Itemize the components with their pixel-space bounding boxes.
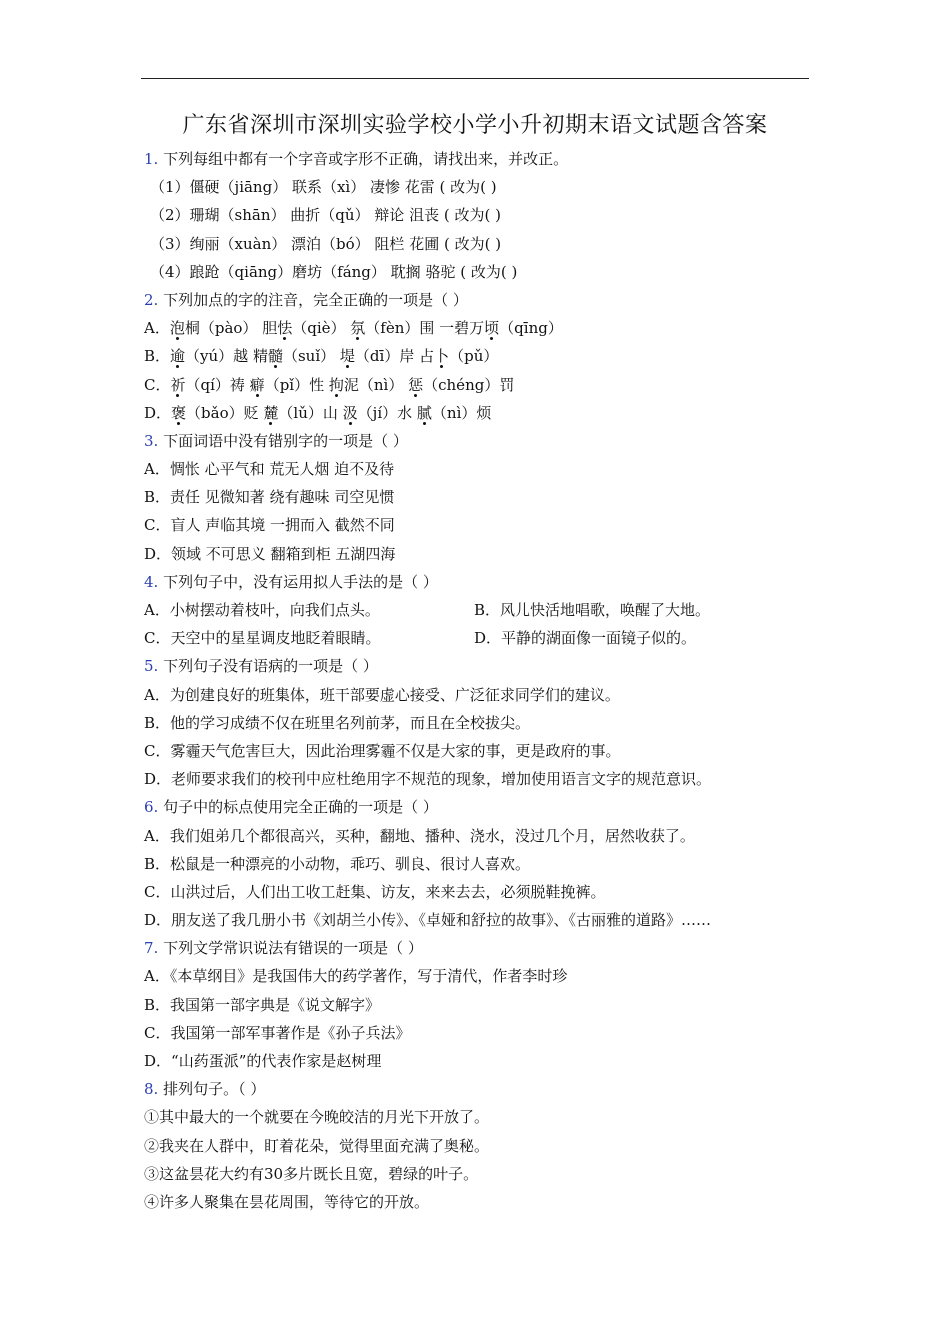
- option-text: （qí）祷: [185, 375, 250, 394]
- exam-content: [144, 145, 824, 1216]
- dotted-character: 怯: [277, 319, 293, 338]
- question-number: 1.: [144, 150, 159, 168]
- option-b: B．松鼠是一种漂亮的小动物，乖巧、驯良、很讨人喜欢。: [144, 854, 531, 873]
- question-text: 下列句子中，没有运用拟人手法的是（ ）: [163, 572, 438, 591]
- option-text: （bǎo）贬: [186, 403, 264, 422]
- option-label: D．: [144, 403, 172, 422]
- sentence-3: ③这盆昙花大约有30多片既长且宽，碧绿的叶子。: [144, 1164, 479, 1183]
- option-text: （yú）越 精: [185, 347, 268, 366]
- dotted-character: 祈: [170, 375, 186, 394]
- option-b: B．风儿快活地唱歌，唤醒了大地。: [474, 601, 711, 619]
- option-label: B．: [144, 347, 171, 366]
- dotted-character: 卜: [434, 347, 450, 366]
- question-number: 3.: [144, 431, 159, 450]
- option-text: （dī）岸 占: [354, 347, 435, 366]
- question-number: 8.: [144, 1080, 159, 1099]
- option-a: A．《本草纲目》是我国伟大的药学著作，写于清代，作者李时珍: [144, 967, 568, 986]
- option-c: C．天空中的星星调皮地眨着眼睛。: [144, 629, 381, 648]
- option-d: [144, 399, 824, 427]
- option-text: （suǐ）: [282, 347, 340, 366]
- dotted-character: 泡: [169, 319, 185, 338]
- dotted-character: 汲: [342, 403, 358, 422]
- option-row: [144, 624, 824, 652]
- option-c: C．我国第一部军事著作是《孙子兵法》: [144, 1023, 411, 1042]
- question-4: [144, 568, 824, 596]
- dotted-character: 氛: [350, 319, 366, 338]
- option-b: [144, 342, 824, 370]
- option-label: C．: [144, 375, 171, 394]
- question-text: 排列句子。（ ）: [163, 1080, 266, 1099]
- option-text: （pǐ）性: [264, 375, 329, 394]
- doc-title: 广东省深圳市深圳实验学校小学小升初期末语文试题含答案: [182, 113, 768, 138]
- question-number: 2.: [144, 290, 159, 309]
- question-number: 4.: [144, 572, 159, 591]
- option-a: A．为创建良好的班集体，班干部要虚心接受、广泛征求同学们的建议。: [144, 685, 620, 704]
- option-a: A．惆怅 心平气和 荒无人烟 迫不及待: [144, 460, 395, 479]
- question-text: 下列文学常识说法有错误的一项是（ ）: [163, 939, 423, 958]
- option-text: 泥（nì）: [343, 375, 409, 394]
- option-row: [144, 596, 824, 624]
- option-label: A．: [144, 319, 170, 338]
- dotted-character: 堤: [339, 347, 355, 366]
- dotted-character: 麓: [263, 403, 279, 422]
- option-c: C．盲人 声临其境 一拥而入 截然不同: [144, 516, 395, 535]
- question-text: 下列句子没有语病的一项是（ ）: [163, 657, 378, 676]
- option-text: （qiè）: [292, 319, 351, 338]
- question-2: [144, 286, 824, 314]
- question-text: 下列加点的字的注音，完全正确的一项是（ ）: [163, 290, 468, 309]
- question-text: 句子中的标点使用完全正确的一项是（ ）: [163, 798, 438, 817]
- question-6: [144, 793, 824, 821]
- option-text: 桐（pào） 胆: [184, 319, 278, 338]
- option-a: A．小树摆动着枝叶，向我们点头。: [144, 601, 380, 619]
- list-item: （2）珊瑚（shān） 曲折（qǔ） 辩论 沮丧 ( 改为( ): [150, 206, 501, 225]
- question-text: 下列每组中都有一个字音或字形不正确，请找出来，并改正。: [163, 150, 569, 168]
- question-number: 5.: [144, 657, 159, 676]
- list-item: （1）僵硬（jiāng） 联系（xì） 凄惨 花雷 ( 改为( ): [150, 178, 497, 197]
- sentence-2: ②我夹在人群中，盯着花朵，觉得里面充满了奥秘。: [144, 1136, 490, 1155]
- option-c: [144, 371, 824, 399]
- question-3: [144, 427, 824, 455]
- option-text: （nì）烦: [431, 403, 492, 422]
- question-1: [144, 145, 824, 173]
- option-a: A．我们姐弟几个都很高兴，买种，翻地、播种、浇水，没过几个月，居然收获了。: [144, 826, 695, 845]
- dotted-character: 惩: [408, 375, 424, 394]
- option-text: （chéng）罚: [423, 375, 515, 394]
- dotted-character: 髓: [267, 347, 283, 366]
- option-a: [144, 314, 824, 342]
- dotted-character: 腻: [416, 403, 432, 422]
- list-item: （3）绚丽（xuàn） 漂泊（bó） 阻栏 花圃 ( 改为( ): [150, 234, 502, 253]
- list-item: （4）踉跄（qiāng）磨坊（fáng） 耽搁 骆驼 ( 改为( ): [150, 262, 518, 281]
- dotted-character: 顷: [484, 319, 500, 338]
- option-b: B．我国第一部字典是《说文解字》: [144, 995, 381, 1014]
- dotted-character: 逾: [170, 347, 186, 366]
- option-text: （lǔ）山: [278, 403, 343, 422]
- dotted-character: 癖: [249, 375, 265, 394]
- option-d: D．朋友送了我几册小书《刘胡兰小传》、《卓娅和舒拉的故事》、《古丽雅的道路》……: [144, 911, 712, 930]
- question-8: [144, 1075, 824, 1103]
- option-text: （jí）水: [357, 403, 417, 422]
- dotted-character: 拘: [328, 375, 344, 394]
- option-b: B．他的学习成绩不仅在班里名列前茅，而且在全校拔尖。: [144, 713, 531, 732]
- option-d: D．平静的湖面像一面镜子似的。: [474, 629, 697, 648]
- question-number: 7.: [144, 939, 159, 958]
- option-d: D．老师要求我们的校刊中应杜绝用字不规范的现象，增加使用语言文字的规范意识。: [144, 770, 712, 789]
- question-7: [144, 934, 824, 962]
- option-c: C．山洪过后，人们出工收工赶集、访友，来来去去，必须脱鞋挽裤。: [144, 882, 606, 901]
- question-number: 6.: [144, 798, 159, 817]
- option-text: （qīng）: [499, 319, 563, 338]
- option-text: （pǔ）: [449, 347, 499, 366]
- option-c: C．雾霾天气危害巨大，因此治理雾霾不仅是大家的事，更是政府的事。: [144, 741, 621, 760]
- option-d: D．“山药蛋派”的代表作家是赵树理: [144, 1052, 382, 1070]
- question-2-options: [144, 314, 824, 427]
- sentence-4: ④许多人聚集在昙花周围，等待它的开放。: [144, 1192, 430, 1211]
- header-rule: [141, 78, 809, 79]
- option-text: （fèn）围 一碧万: [365, 319, 485, 338]
- question-5: [144, 652, 824, 680]
- question-text: 下面词语中没有错别字的一项是（ ）: [163, 431, 408, 450]
- option-d: D．领域 不可思义 翻箱到柜 五湖四海: [144, 544, 396, 563]
- dotted-character: 褒: [171, 403, 187, 422]
- sentence-1: ①其中最大的一个就要在今晚皎洁的月光下开放了。: [144, 1108, 490, 1127]
- option-b: B．责任 见微知著 绕有趣味 司空见惯: [144, 488, 395, 507]
